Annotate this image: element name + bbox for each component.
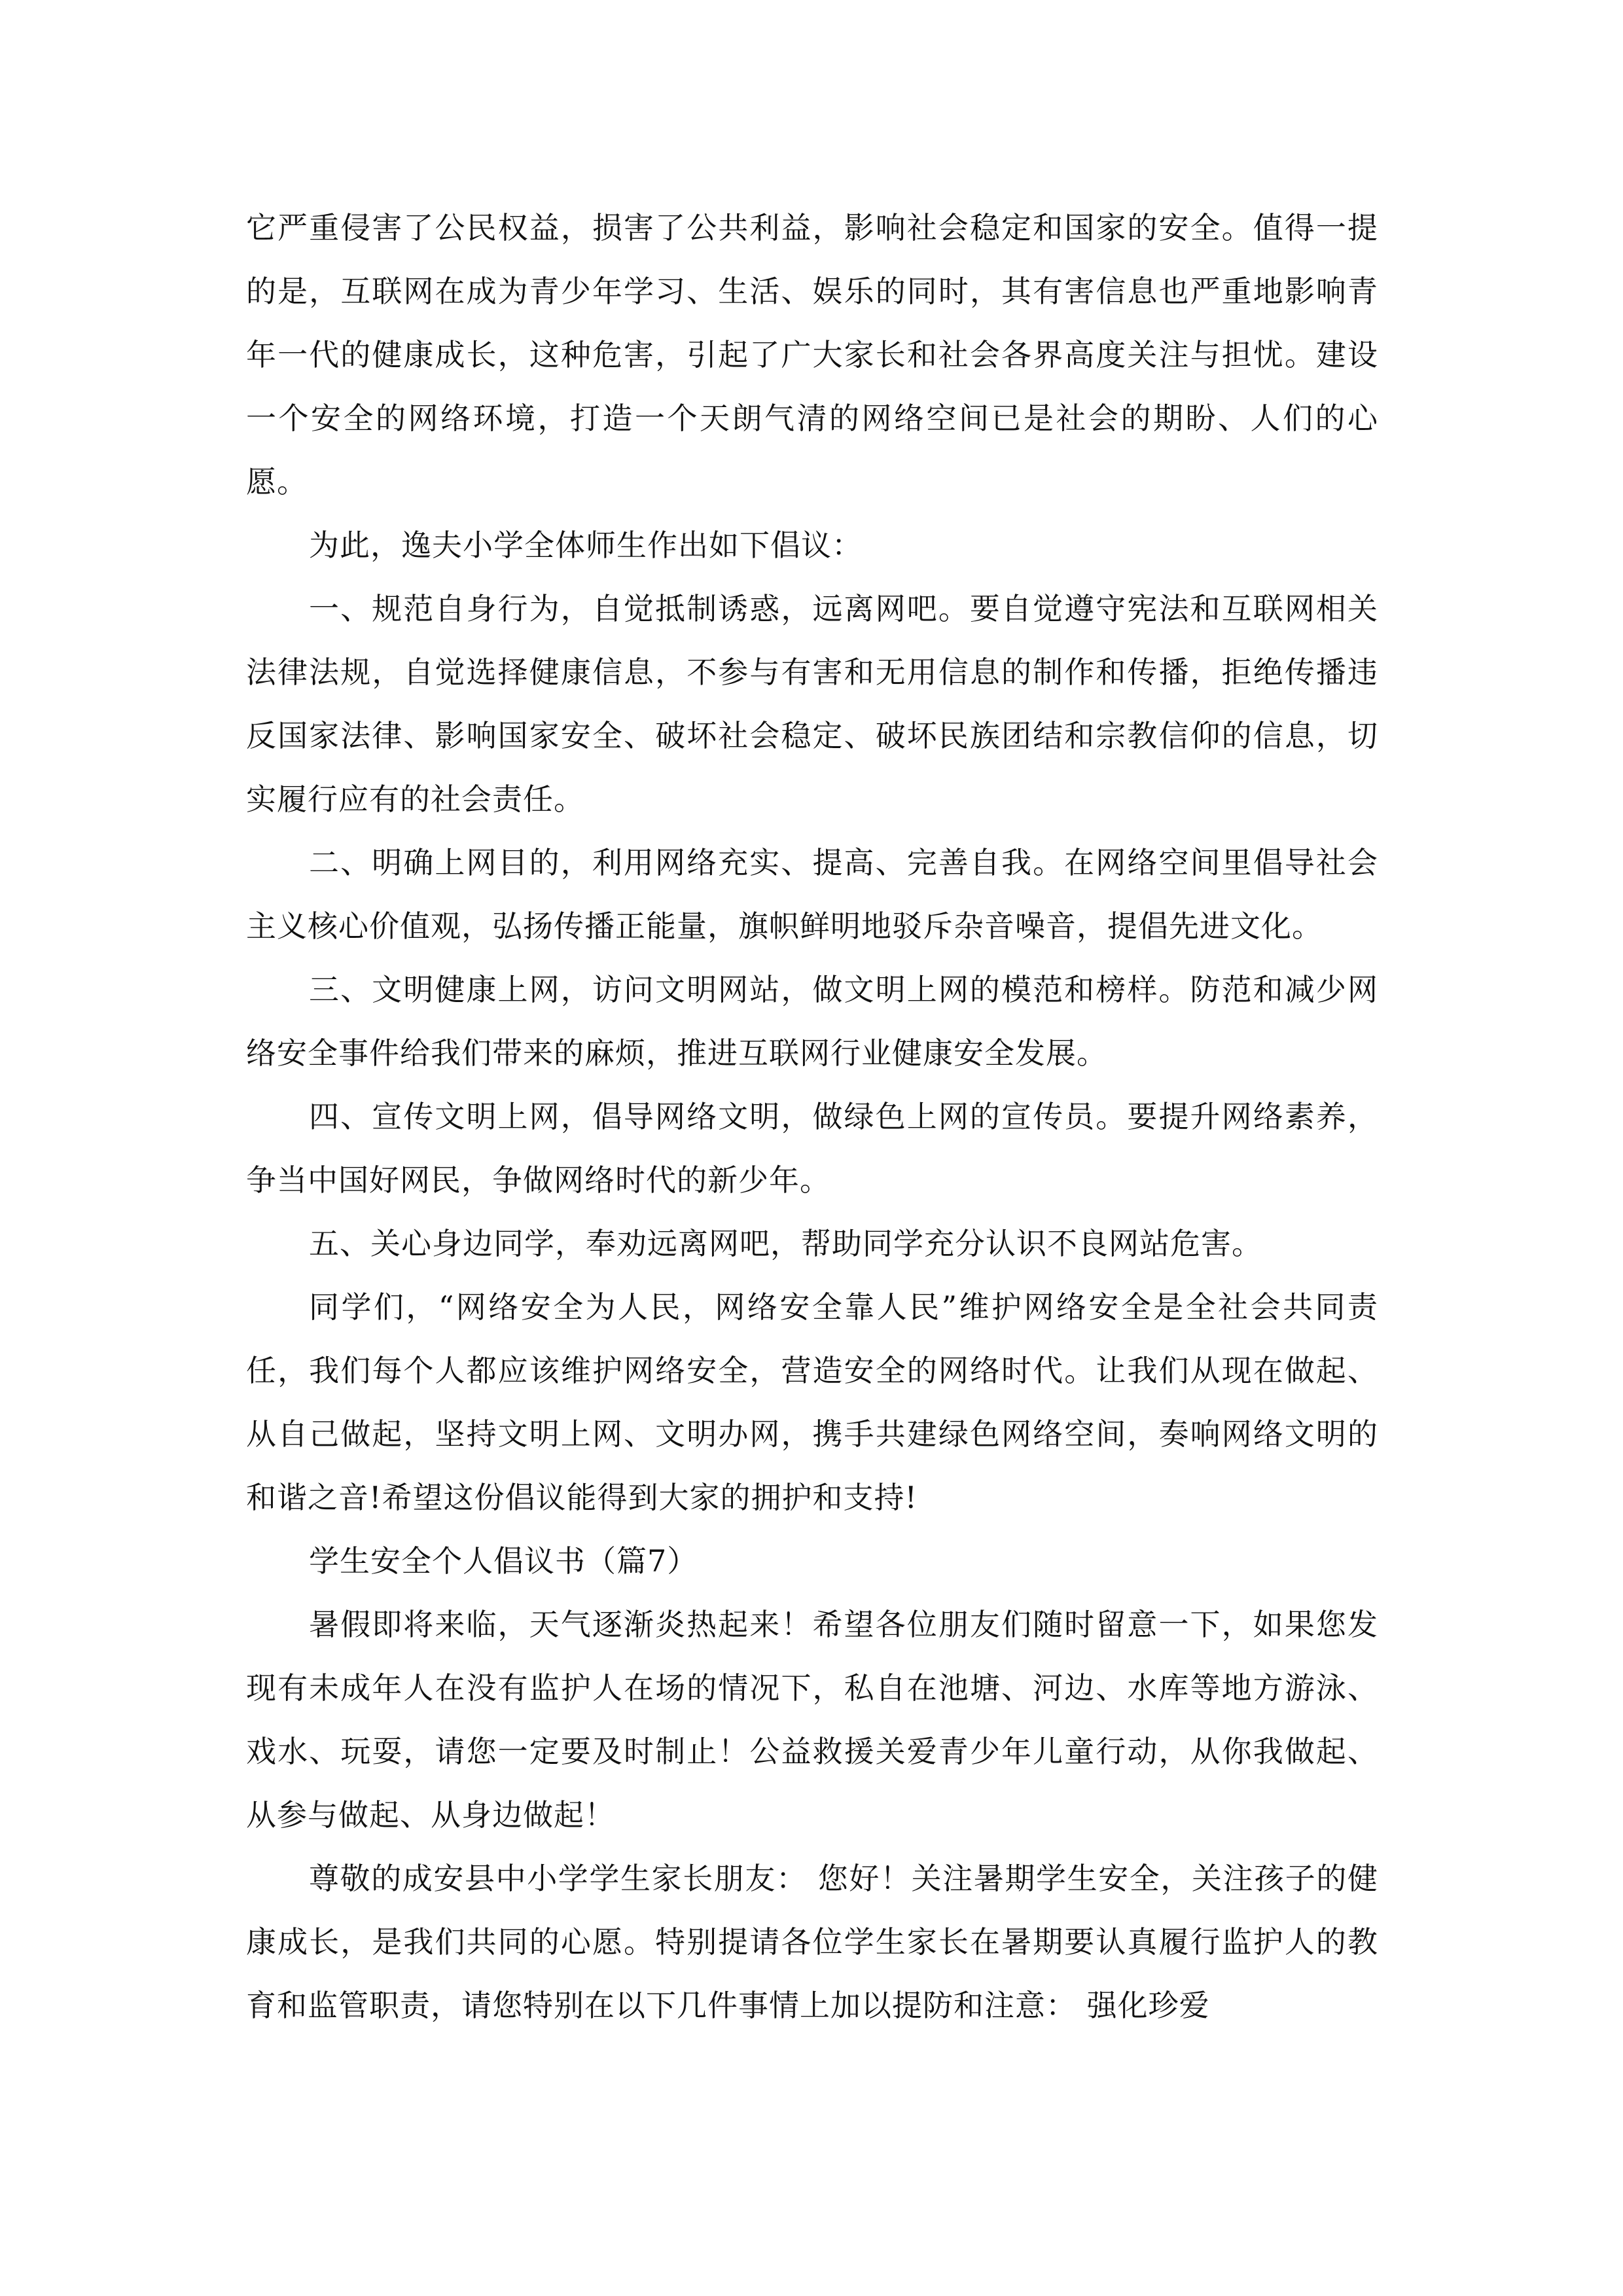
paragraph: 同学们，“网络安全为人民，网络安全靠人民”维护网络安全是全社会共同责任，我们每个人都应该维护网络安全，营造安全的网络时代。让我们从现在做起、从自己做起，坚持文明上网、文明办网，携手共建绿色网络空间，奏响网络文明的和谐之音!希望这份倡议能得到大家的拥护和支持! bbox=[246, 1289, 1378, 1515]
paragraph: 为此，逸夫小学全体师生作出如下倡议： bbox=[309, 528, 863, 563]
paragraph: 二、明确上网目的，利用网络充实、提高、完善自我。在网络空间里倡导社会主义核心价值观，弘扬传播正能量，旗帜鲜明地驳斥杂音噪音，提倡先进文化。 bbox=[246, 845, 1378, 944]
paragraph: 四、宣传文明上网，倡导网络文明，做绿色上网的宣传员。要提升网络素养，争当中国好网民，争做网络时代的新少年。 bbox=[246, 1099, 1378, 1198]
paragraph: 暑假即将来临，天气逐渐炎热起来！希望各位朋友们随时留意一下，如果您发现有未成年人在没有监护人在场的情况下，私自在池塘、河边、水库等地方游泳、戏水、玩耍，请您一定要及时制止！公益救援关爱青少年儿童行动，从你我做起、从参与做起、从身边做起！ bbox=[246, 1607, 1378, 1833]
paragraph: 五、关心身边同学，奉劝远离网吧，帮助同学充分认识不良网站危害。 bbox=[309, 1226, 1262, 1261]
paragraph: 尊敬的成安县中小学学生家长朋友： 您好！关注暑期学生安全，关注孩子的健康成长，是我们共同的心愿。特别提请各位学生家长在暑期要认真履行监护人的教育和监管职责，请您特别在以下几件事情上加以提防和注意： 强化珍爱 bbox=[246, 1861, 1378, 2023]
section-heading: 学生安全个人倡议书（篇7） bbox=[309, 1543, 698, 1579]
paragraph: 它严重侵害了公民权益，损害了公共利益，影响社会稳定和国家的安全。值得一提的是，互联网在成为青少年学习、生活、娱乐的同时，其有害信息也严重地影响青年一代的健康成长，这种危害，引起了广大家长和社会各界高度关注与担忧。建设一个安全的网络环境，打造一个天朗气清的网络空间已是社会的期盼、人们的心愿。 bbox=[246, 210, 1378, 499]
paragraph: 一、规范自身行为，自觉抵制诱惑，远离网吧。要自觉遵守宪法和互联网相关法律法规，自觉选择健康信息，不参与有害和无用信息的制作和传播，拒绝传播违反国家法律、影响国家安全、破坏社会稳定、破坏民族团结和宗教信仰的信息，切实履行应有的社会责任。 bbox=[246, 591, 1378, 817]
paragraph: 三、文明健康上网，访问文明网站，做文明上网的模范和榜样。防范和减少网络安全事件给我们带来的麻烦，推进互联网行业健康安全发展。 bbox=[246, 972, 1378, 1071]
document-body bbox=[246, 196, 1378, 2037]
